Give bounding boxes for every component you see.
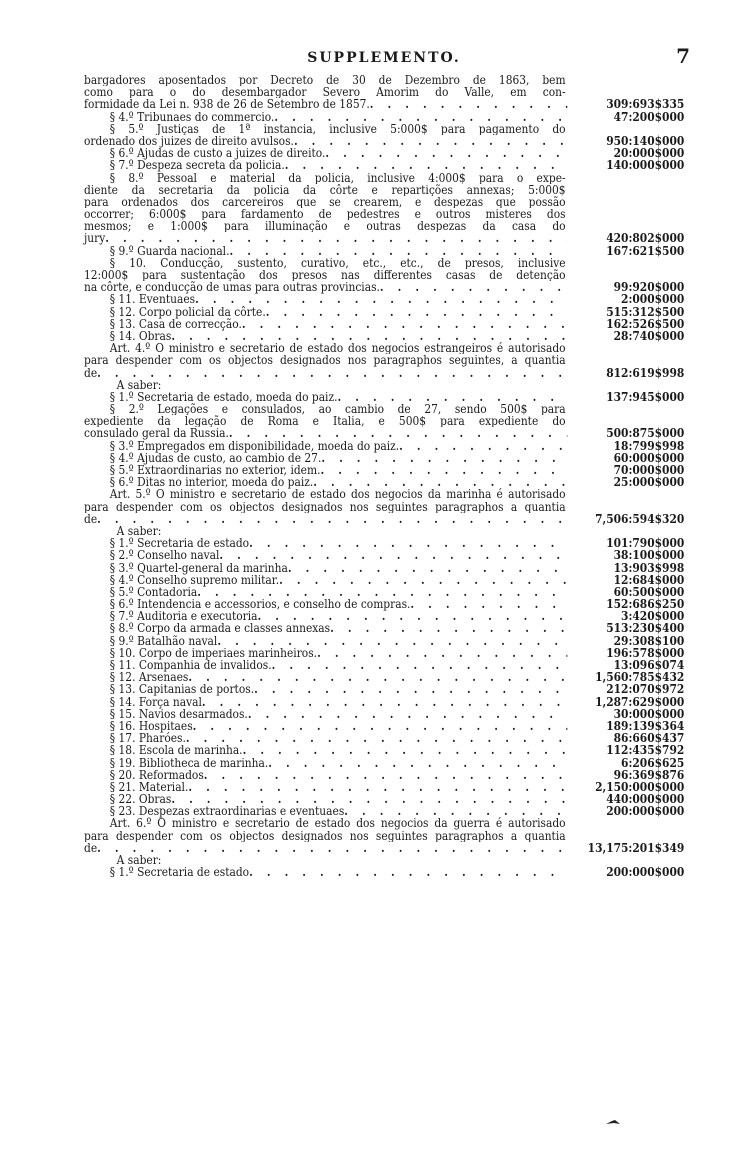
spacer [567,245,582,257]
item-amount: 500:875$000 [606,425,685,441]
spacer [567,683,582,695]
item-label: § 1.º Secretaria de estado [109,864,250,880]
article-total-row [84,510,685,526]
item-label: § 5.º Contadoria [109,583,198,599]
ledger-item [84,257,684,294]
spacer [567,306,582,318]
item-amount: 2,150:000$000 [595,778,685,794]
ledger-row [84,159,684,171]
item-label: formidade da Lei n. 938 de 26 de Setembro de 1857. [84,96,370,112]
spacer [567,367,582,379]
leader-dots [288,562,567,574]
item-label: § 11. Companhia de invalidos. [109,657,272,672]
item-label: § 19. Bibliotheca de marinha. [109,754,269,770]
item-label: § 2.º Conselho naval [109,547,220,563]
item-label: § 20. Reformados [109,766,204,782]
leader-dots [410,598,567,610]
item-label: § 17. Pharóes. [109,730,186,746]
ledger-row [84,315,685,331]
item-label: § 12. Arsenaes [109,669,189,685]
leader-dots [294,135,567,147]
spacer [567,732,582,744]
leader-dots [186,732,567,744]
spacer [567,696,582,708]
item-label: § 6.º Intendencia e accessorios, e conselho de compras. [109,596,411,612]
spacer [567,537,582,549]
item-amount: 12:684$000 [613,571,685,587]
text-line: para ordenados dos carcereiros que se crearem, e despezas que possão [84,195,566,209]
item-amount: 513:230$400 [606,620,685,636]
spacer [567,147,582,159]
spacer [567,452,582,464]
page-header [84,44,690,74]
item-amount: 196:578$000 [606,644,685,660]
item-label: § 4.º Ajudas de custo, ao cambio de 27. [109,449,322,465]
item-label: § 3.º Empregados em disponibilidade, moeda do paiz. [109,437,400,453]
item-label: ordenado dos juizes de direito avulsos. [84,132,294,148]
item-label: § 3.º Quartel-general da marinha [109,559,288,575]
item-amount: 515:312$500 [606,303,685,319]
item-amount: 60:000$000 [613,449,685,465]
item-amount: 212:070$972 [606,681,685,697]
item-amount: 420:802$000 [606,230,685,246]
item-amount: 1,560:785$432 [595,669,685,685]
running-title: SUPPLEMENTO. [307,50,461,66]
item-label: § 13. Casa de correcção. [109,315,242,331]
spacer [567,659,582,671]
item-amount: 38:100$000 [613,547,685,563]
leader-dots [249,537,567,549]
spacer [567,635,582,647]
item-label: § 10. Corpo de imperiaes marinheiros. [109,644,318,660]
item-amount: 309:693$335 [606,96,685,112]
item-amount: 152:686$250 [606,596,685,612]
spacer [567,476,582,488]
item-amount: 101:790$000 [606,535,685,551]
item-label: § 21. Material. [109,778,189,794]
item-label: § 11. Eventuaes [109,291,196,307]
spacer [567,757,582,769]
ledger-row [84,388,685,404]
spacer [567,586,582,598]
item-label: § 14. Força naval [109,693,202,709]
item-label: § 8.º Corpo da armada e classes annexas [109,620,331,636]
leader-dots [229,245,567,257]
ledger-row [84,242,685,258]
ledger-row [84,866,684,878]
item-amount: 60:500$000 [613,583,685,599]
article-art6 [84,817,684,878]
spacer [567,805,582,817]
spacer [567,781,582,793]
leader-dots [399,440,567,452]
text-line: bargadores aposentados por Decreto de 30 de Dezembro de 1863, bem [84,74,566,87]
spacer [567,549,582,561]
spacer [567,135,582,147]
spacer [567,842,582,854]
leader-dots [320,464,567,476]
leader-dots [202,696,567,708]
item-amount: 950:140$000 [606,132,685,148]
item-amount: 30:000$000 [613,705,685,721]
text-line: para despender com os objectos designados nos seguintes paragraphos a quantia [84,500,566,513]
spacer [567,464,582,476]
ledger-item [84,123,684,147]
item-label: § 6.º Ajudas de custo a juizes de direito. [109,145,326,161]
item-label: § 14. Obras [109,327,172,343]
leader-dots [272,659,568,671]
item-amount: 812:619$998 [606,364,685,380]
spacer [567,671,582,683]
text-line: como para o do desembargador Severo Amorim do Valle, em con- [84,86,566,99]
leader-dots [317,647,567,659]
spacer [567,647,582,659]
item-amount: 13,175:201$349 [587,839,685,855]
leader-dots [254,683,567,695]
item-label: jury [84,230,106,246]
item-label: § 22. Obras [109,791,172,807]
item-amount: 6:206$625 [621,754,685,770]
item-amount: 189:139$364 [606,717,685,733]
item-label: consulado geral da Russia. [84,425,229,441]
item-amount: 2:000$000 [621,291,685,307]
text-line: mesmos; e 1:000$ para illuminação e outras despezas da casa do [84,220,566,233]
item-label: § 12. Corpo policial da côrte. [109,303,266,319]
item-amount: 70:000$000 [613,462,685,477]
item-amount: 13:903$998 [613,559,685,575]
item-amount: 28:740$000 [613,327,685,343]
spacer [567,281,582,293]
spacer [567,562,582,574]
item-amount: 47:200$000 [613,108,685,124]
text-line: Art. 4.º O ministro e secretario de estado dos negocios estrangeiros é autorisado [109,342,566,355]
leader-dots [243,744,568,756]
item-amount: 137:945$000 [606,388,685,404]
a-saber-heading: A saber: [116,376,162,392]
item-amount: 13:096$074 [613,657,685,672]
spacer [567,293,582,305]
item-amount: 96:369$876 [613,766,685,782]
ledger-row [84,778,685,794]
item-label: § 23. Despezas extraordinarias e eventuaes [109,803,345,819]
item-label: § 1.º Secretaria de estado [109,535,250,551]
text-line: Art. 5.º O ministro e secretario de estado dos negocios da marinha é autorisado [109,488,566,501]
spacer [567,330,582,342]
item-label: § 7.º Despeza secreta da policia. [109,157,285,173]
text-line: 12:000$ para sustentação dos presos nas differentes casas de detenção [84,269,566,282]
document-body [84,74,684,878]
spacer [567,232,582,244]
leader-dots [268,757,567,769]
text-line: § 5.º Justiças de 1ª instancia, inclusive 5:000$ para pagamento do [109,122,566,135]
spacer [567,598,582,610]
item-amount: 25:000$000 [613,474,685,490]
leader-dots [370,98,568,110]
page-number: 7 [676,44,690,68]
item-amount: 1,287:629$000 [595,693,685,709]
text-line: occorrer; 6:000$ para fardamento de pedestres e outros misteres dos [84,208,566,221]
item-label: § 15. Navios desarmados. [109,705,248,721]
item-label: § 16. Hospitaes [109,717,193,733]
item-label: § 18. Escola de marinha. [109,742,243,758]
a-saber-heading: A saber: [116,852,162,867]
leader-dots [337,391,567,403]
item-amount: 7,506:594$320 [595,510,685,526]
ledger-row [84,327,685,343]
print-blemish [606,1120,620,1125]
ledger-row [84,805,684,817]
leader-dots [313,476,567,488]
leader-dots [249,866,567,878]
spacer [567,769,582,781]
spacer [567,440,582,452]
leader-dots [380,281,567,293]
leader-dots [325,147,567,159]
item-label: § 7.º Auditoria e executoria [109,608,258,624]
spacer [567,574,582,586]
item-label: § 1.º Secretaria de estado, moeda do paiz. [109,388,338,404]
item-label: § 5.º Extraordinarias no exterior, idem. [109,462,321,477]
leader-dots [266,306,568,318]
leader-dots [279,574,567,586]
item-label: de [84,364,98,380]
ledger-row [84,108,685,124]
article-total-row [84,364,685,380]
document-page [84,44,690,880]
leader-dots [274,111,567,123]
spacer [567,318,582,330]
item-label: § 9.º Guarda nacional. [109,242,230,258]
item-amount: 200:000$000 [606,803,685,819]
text-line: expediente da legação de Roma e Italia, e 500$ para expediente do [84,415,566,428]
leader-dots [97,513,567,525]
leader-dots [188,781,567,793]
text-line: § 2.º Legações e consulados, ao cambio de 27, sendo 500$ para [109,403,566,416]
item-label: na côrte, e conducção de umas para outras provincias. [84,279,380,295]
spacer [567,720,582,732]
leader-dots [285,159,568,171]
leader-dots [171,330,567,342]
leader-dots [193,720,568,732]
item-label: § 6.º Ditas no interior, moeda do paiz. [109,474,314,490]
text-line: Art. 6.º O ministro e secretario de estado dos negocios da guerra é autorisado [109,817,566,830]
item-amount: 140:000$000 [606,157,685,173]
leader-dots [97,842,567,854]
item-amount: 162:526$500 [606,315,685,331]
leader-dots [242,318,567,330]
item-label: § 4.º Conselho supremo militar. [109,571,280,587]
a-saber-heading: A saber: [116,522,162,538]
item-amount: 99:920$000 [613,279,685,295]
item-amount: 167:621$500 [606,242,685,258]
spacer [567,866,582,878]
spacer [567,622,582,634]
ledger-item [84,172,684,245]
spacer [567,159,582,171]
item-amount: 112:435$792 [606,742,685,758]
ledger-item [84,403,684,440]
item-label: § 4.º Tribunaes do commercio. [109,108,275,124]
item-label: § 13. Capitanias de portos. [109,681,255,697]
article-total-row [84,839,685,855]
article-art5 [84,488,684,817]
item-amount: 29:308$100 [613,632,685,648]
item-amount: 200:000$000 [606,864,685,880]
item-amount: 18:799$998 [613,437,685,453]
item-amount: 20:000$000 [613,145,685,161]
text-line: diente da secretaria da policia da côrte e repartições annexas; 5:000$ [84,183,566,196]
article-art4 [84,342,684,488]
leader-dots [97,367,567,379]
leader-dots [204,769,568,781]
item-amount: 86:660$437 [613,730,685,746]
spacer [567,391,582,403]
spacer [567,610,582,622]
spacer [567,793,582,805]
item-label: § 9.º Batalhão naval [109,632,218,648]
spacer [567,744,582,756]
leader-dots [321,452,567,464]
spacer [567,513,582,525]
leader-dots [330,622,567,634]
text-line: para despender com os objectos designados nos paragraphos seguintes, a quantia [84,354,566,367]
spacer [567,111,582,123]
item-amount: 3:420$000 [621,608,685,624]
intro-paragraph [84,74,684,111]
item-label: de [84,510,98,526]
item-amount: 440:000$000 [606,791,685,807]
leader-dots [344,805,567,817]
text-line: § 10. Conducção, sustento, curativo, etc., etc., de presos, inclusive [109,256,566,269]
item-label: de [84,839,98,855]
spacer [567,427,582,439]
ledger-row [84,476,684,488]
text-line: para despender com os objectos designados nos seguintes paragraphos a quantia [84,829,566,842]
spacer [567,98,582,110]
leader-dots [248,708,567,720]
spacer [567,708,582,720]
text-line: § 8.º Pessoal e material da policia, inclusive 4:000$ para o expe- [109,171,566,184]
